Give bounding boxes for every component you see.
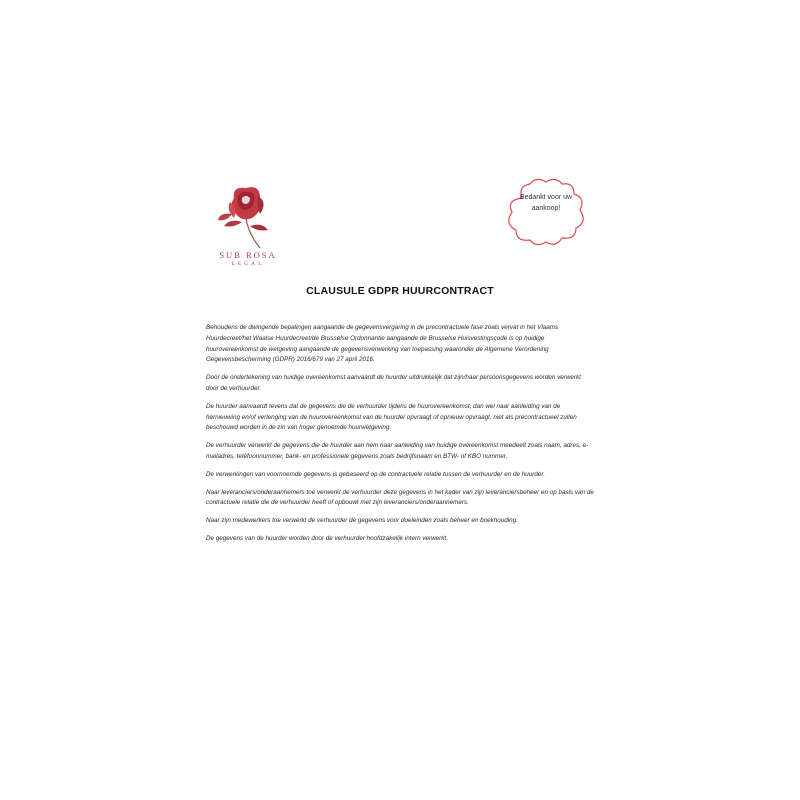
logo-subtitle: LEGAL (231, 261, 265, 267)
paragraph: Naar zijn medewerkers toe verwerkt de verhuurder de gegevens voor doeleinden zoals beheer en boekhouding. (206, 517, 518, 525)
document-title: CLAUSULE GDPR HUURCONTRACT (306, 285, 494, 297)
paragraph: De verwerkingen van voornoemde gegevens is gebaseerd op de contractuele relatie tussen de verhuurder en de huurder. (206, 470, 545, 478)
paragraph: De huurder aanvaardt tevens dat de gegevens die de verhuurder tijdens de huurovereenkomst, dan wel naar aanleiding van de hernieuwing en/of verlenging van de huurovereenkomst van de huurder opvraagt of opnieuw opvraagt, niet als precontractueel zullen beschouwd worden in de zin van hoger genoemde huurwetgeving. (206, 402, 577, 432)
thank-you-badge (504, 176, 588, 248)
paragraph: De gegevens van de huurder worden door de verhuurder hoofdzakelijk intern verwerkt. (206, 534, 448, 542)
logo-name: SUB ROSA (219, 250, 277, 260)
paragraph: Door de ondertekening van huidige overeenkomst aanvaardt de huurder uitdrukkelijk dat zijn/haar persoonsgegevens worden verwerkt door de verhuurder. (206, 374, 581, 392)
paragraph: De verhuurder verwerkt de gegevens die de huurder aan hem naar aanleiding van huidige overeenkomst meedeelt zoals naam, adres, e-mailadres, telefoonnummer, bank- en professionele gegevens zoals bedrijfsnaam en BTW- of KBO nummer. (206, 442, 589, 460)
sub-rosa-logo (212, 178, 284, 272)
document-body (206, 323, 594, 552)
rose-icon (212, 178, 284, 252)
paragraph: Naar leveranciers/onderaannemers toe verwerkt de verhuurder deze gegevens in het kader van zijn leveranciersbeheer en op basis van de contractuele relatie die de verhuurder heeft of opbouwt met zijn leveranciers/onderaannemers. (206, 488, 594, 507)
paragraph: Behoudens de dwingende bepalingen aangaande de gegevensvergaring in de precontractuele fase zoals vervat in het Vlaams Huurdecreet/het Waalse Huurdecreet/de Brusselse Ordonnantie aangaande de Brusselse Huisvestingscode is op huidige huurovereenkomst de wetgeving aangaande de gegevensverwerking van toepassing waaronder de Algemene Verordening Gegevensbescherming (GDPR) 2016/679 van 27 april 2016. (206, 324, 559, 364)
badge-text: Bedankt voor uw aankoop! (519, 194, 573, 212)
